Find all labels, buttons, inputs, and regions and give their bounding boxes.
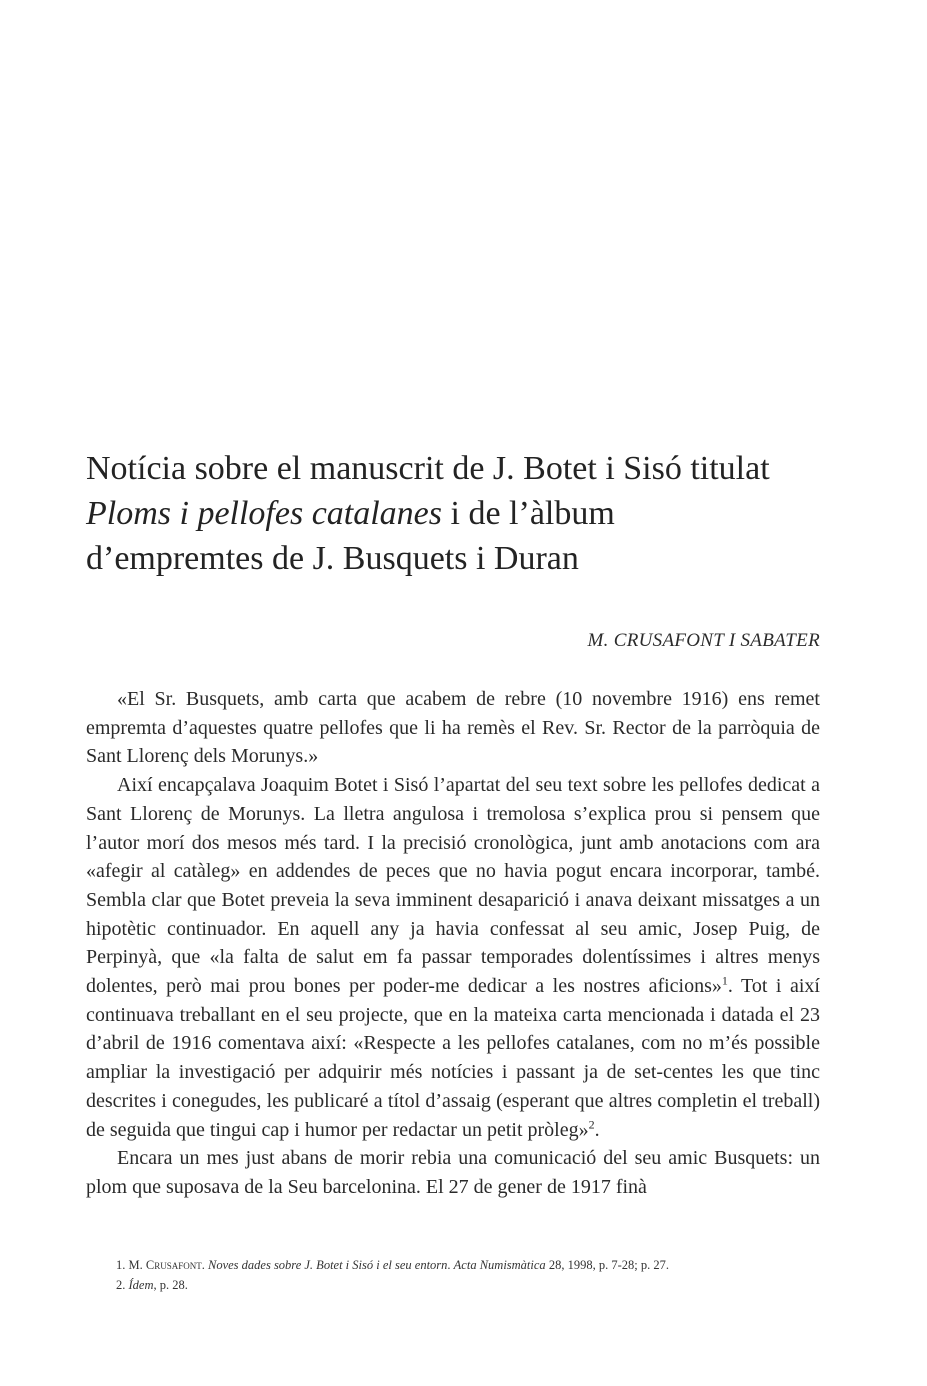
footnote-1-journal: Acta Numismàtica [453, 1258, 546, 1272]
footnote-2-number: 2. [116, 1278, 126, 1292]
article-title [86, 446, 846, 581]
title-line-3: d’empremtes de J. Busquets i Duran [86, 540, 579, 577]
footnote-1-title: Noves dades sobre J. Botet i Sisó i el seu entorn [207, 1258, 448, 1272]
title-book-name: Ploms i pellofes catalanes [86, 495, 443, 532]
footnote-1-number: 1. [116, 1258, 126, 1272]
article-body [86, 685, 820, 1202]
footnote-ref-1[interactable]: 1 [721, 973, 728, 988]
paragraph-1: «El Sr. Busquets, amb carta que acabem de rebre (10 novembre 1916) ens remet empremta d’aquestes quatre pellofes que li ha remès el Rev. Sr. Rector de la parròquia de Sant Llorenç dels Morunys.» [86, 688, 820, 768]
title-line-2 [86, 491, 846, 536]
footnote-ref-2[interactable]: 2 [588, 1116, 595, 1131]
title-line-1: Notícia sobre el manuscrit de J. Botet i Sisó titulat [86, 450, 770, 487]
footnote-2-details: , p. 28. [153, 1278, 188, 1292]
paragraph-2-part-2: . Tot i així continuava treballant en el seu projecte, que en la mateixa carta mencionada i datada el 23 d’abril de 1916 comentava així: «Respecte a les pellofes catalanes, com no m’és possible ampliar la investigació per adquirir més notícies i passant ja de set-centes les que tinc descrites i conegudes, les publicaré a títol d’assaig (esperant que altres completin el treball) de seguida que tingui cap i humor per redactar un petit pròleg» [86, 975, 820, 1141]
author-byline: M. CRUSAFONT I SABATER [587, 630, 820, 651]
footnotes [116, 1255, 820, 1295]
footnote-2-abbr: Ídem [128, 1278, 154, 1292]
footnote-1-author-initial: M. [128, 1258, 143, 1272]
footnote-1-author-surname: Crusafont [145, 1258, 202, 1272]
footnote-2 [116, 1275, 820, 1295]
title-line-2-rest: i de l’àlbum [442, 495, 615, 532]
footnote-1: 1. M. Crusafont. Noves dades sobre J. Botet i Sisó i el seu entorn. Acta Numismàtica 28, 1998, p. 7-28; p. 27. [116, 1258, 669, 1272]
paragraph-2-part-1: Així encapçalava Joaquim Botet i Sisó l’apartat del seu text sobre les pellofes dedicat a Sant Llorenç de Morunys. La lletra angulosa i tremolosa s’explica prou si pensem que l’autor morí dos mesos més tard. I la precisió cronològica, junt amb anotacions com ara «afegir al catàleg» en addendes de peces que no havia pogut encara incorporar, també. Sembla clar que Botet preveia la seva imminent desaparició i anava deixant missatges a un hipotètic continuador. En aquell any ja havia confessat al seu amic, Josep Puig, de Perpinyà, que «la falta de salut em fa passar temporades dolentíssimes i altres menys dolentes, però mai prou bones per poder-me dedicar a les nostres aficions» [86, 774, 820, 998]
paragraph-2 [86, 771, 820, 1144]
footnote-1-details: 28, 1998, p. 7-28; p. 27. [545, 1258, 669, 1272]
paragraph-2-part-3: . [594, 1118, 600, 1141]
paragraph-3: Encara un mes just abans de morir rebia una comunicació del seu amic Busquets: un plom que suposava de la Seu barcelonina. El 27 de gener de 1917 finà [86, 1147, 820, 1198]
